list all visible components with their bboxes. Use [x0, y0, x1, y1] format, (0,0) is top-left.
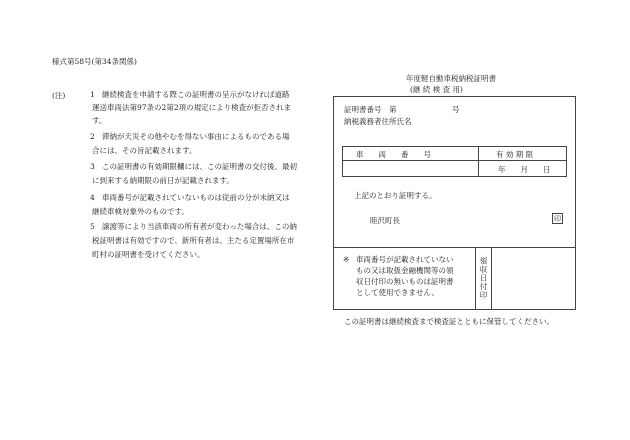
cert-number-suffix: 号 [452, 105, 460, 114]
validity-header: 有 効 期 限 [496, 150, 534, 159]
note-1-number: 1 [90, 90, 95, 99]
note-1-line-2: 運送車両法第97条の2第2項の規定により検査が拒否されま [92, 103, 292, 112]
note-4-line-1: 車両番号が記載されていないものは従前の分が未納又は [102, 193, 290, 202]
note-5-line-3: 町村の証明書を受けてください。 [92, 250, 205, 259]
warning-mark: ※ [343, 255, 350, 264]
vehicle-number-header: 車 両 番 号 [356, 150, 431, 159]
mayor-name: 睦沢町長 [370, 216, 400, 225]
certificate-subtitle: (継 続 検 査 用) [410, 85, 463, 94]
receipt-stamp-area [492, 248, 574, 308]
validity-date: 年 月 日 [498, 165, 551, 174]
cert-number-label: 証明書番号 第 [344, 105, 397, 114]
certificate-footer: この証明書は継続検査まで検査証とともに保管してください。 [344, 317, 554, 326]
taxpayer-label: 納税義務者住所氏名 [344, 117, 412, 126]
certify-text: 上記のとおり証明する。 [354, 191, 437, 200]
stamp-divider [475, 247, 476, 309]
note-3-line-1: この証明書の有効期限欄には、この証明書の交付後、最初 [102, 162, 297, 171]
note-1-line-3: す。 [92, 116, 107, 125]
note-3-number: 3 [90, 162, 95, 171]
form-number: 様式第58号(第34条関係) [52, 57, 137, 66]
note-5-line-2: 税証明書は有効ですので、新所有者は、主たる定置場所在市 [92, 236, 295, 245]
note-2-number: 2 [90, 132, 95, 141]
note-3-line-2: に到来する納期限の前日が記載されます。 [92, 176, 234, 185]
note-4-number: 4 [90, 193, 95, 202]
note-1-line-1: 継続検査を申請する際この証明書の呈示がなければ道路 [102, 90, 290, 99]
seal-stamp: 印 [554, 214, 561, 223]
receipt-stamp-label: 領収日付印 [479, 257, 488, 300]
note-5-line-1: 譲渡等により当該車両の所有者が変わった場合は、この納 [102, 222, 297, 231]
certificate-title: 年度軽自動車税納税証明書 [406, 74, 496, 83]
note-2-line-1: 滞納が天災その他やむを得ない事由によるものである場 [102, 132, 290, 141]
certificate-box [333, 96, 576, 310]
note-5-number: 5 [90, 222, 95, 231]
warning-line-1: 車両番号が記載されていない [356, 255, 454, 264]
warning-line-2: もの又は取扱金融機関等の領 [356, 266, 454, 275]
note-4-line-2: 継続車検対象外のものです。 [92, 207, 189, 216]
notes-label: (注) [52, 91, 66, 100]
note-2-line-2: 合には、その旨記載されます。 [92, 146, 197, 155]
warning-line-4: として使用できません。 [356, 288, 439, 297]
warning-line-3: 収日付印の無いものは証明書 [356, 277, 454, 286]
